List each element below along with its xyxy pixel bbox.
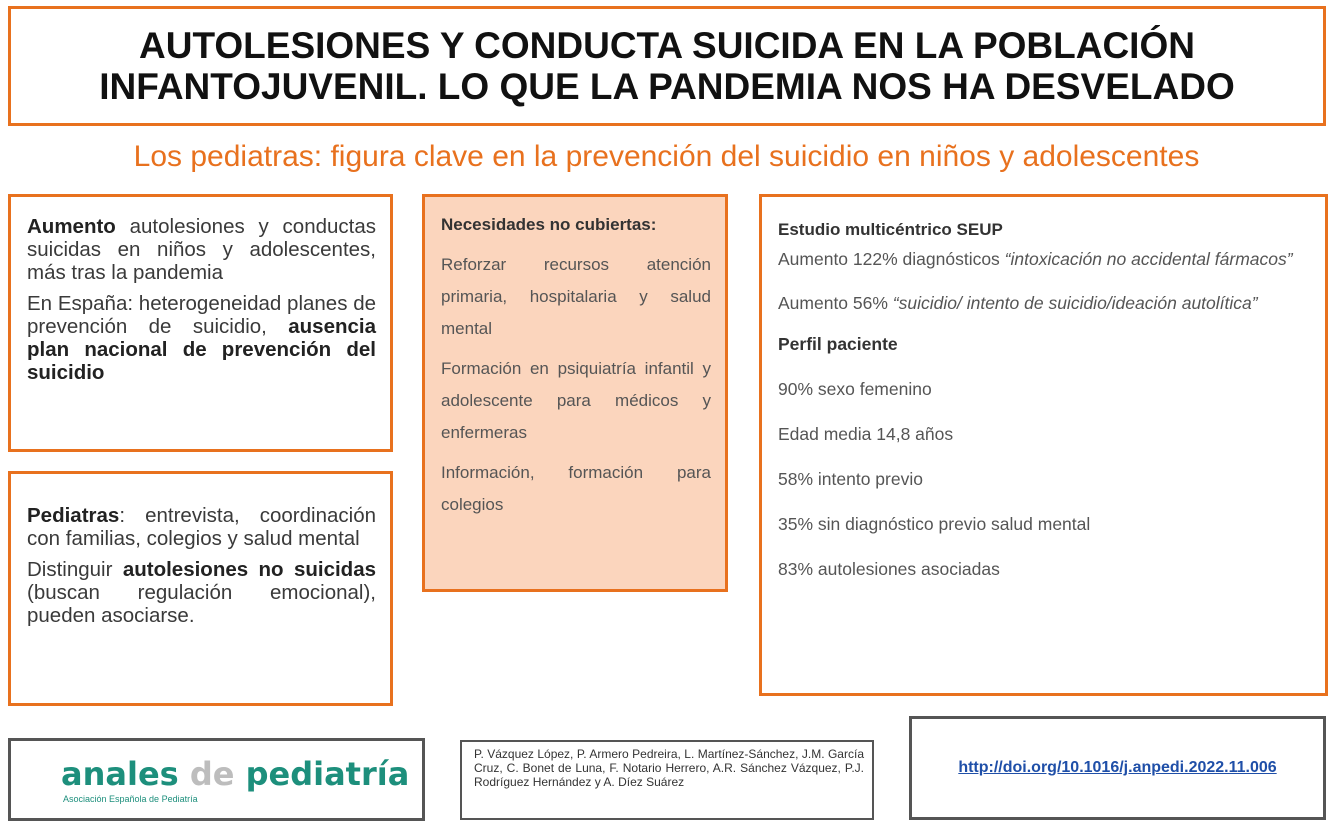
authors-text: P. Vázquez López, P. Armero Pedreira, L. Martínez-Sánchez, J.M. García Cruz, C. Bonet de Luna, F. Notario Herrero, A.R. Sánchez Vázquez, P.J. Rodríguez Hernández y A. Díez Suárez <box>474 747 864 790</box>
increase-box <box>8 194 393 452</box>
finding-2-text: Aumento 56% <box>778 293 893 313</box>
finding-1-text: Aumento 122% diagnósticos <box>778 249 1005 269</box>
spain-text: En España: heterogeneidad planes de prevención de suicidio, <box>27 292 376 338</box>
pediatricians-bold: Pediatras <box>27 504 120 527</box>
distinguish-paragraph <box>27 558 376 627</box>
finding-1-quote: “intoxicación no accidental fármacos” <box>1004 249 1293 269</box>
study-finding-2 <box>778 287 1311 319</box>
distinguish-start: Distinguir <box>27 558 123 581</box>
needs-item: Reforzar recursos atención primaria, hospitalaria y salud mental <box>441 255 711 338</box>
increase-paragraph <box>27 215 376 284</box>
needs-box <box>422 194 728 592</box>
logo-word-de: de <box>189 754 235 793</box>
profile-item: 90% sexo femenino <box>778 379 932 399</box>
doi-link[interactable]: http://doi.org/10.1016/j.anpedi.2022.11.006 <box>958 759 1277 776</box>
needs-item: Información, formación para colegios <box>441 463 711 514</box>
increase-bold: Aumento <box>27 215 116 238</box>
title-line-1: AUTOLESIONES Y CONDUCTA SUICIDA EN LA POBLACIÓN <box>139 25 1195 66</box>
logo-word-pediatria: pediatría <box>245 754 410 793</box>
study-finding-1 <box>778 243 1311 275</box>
pediatricians-paragraph <box>27 504 376 550</box>
spain-paragraph <box>27 292 376 384</box>
pediatricians-box <box>8 471 393 706</box>
pediatricians-rest: : entrevista, coordinación con familias, colegios y salud mental <box>27 504 376 550</box>
logo-word-anales: anales <box>61 754 179 793</box>
authors-box <box>460 740 874 820</box>
title-line-2: INFANTOJUVENIL. LO QUE LA PANDEMIA NOS HA DESVELADO <box>99 66 1235 107</box>
subtitle: Los pediatras: figura clave en la prevención del suicidio en niños y adolescentes <box>133 140 1200 173</box>
study-box <box>759 194 1328 696</box>
study-heading: Estudio multicéntrico SEUP <box>778 220 1003 239</box>
profile-item: 58% intento previo <box>778 469 923 489</box>
needs-heading: Necesidades no cubiertas: <box>441 215 657 234</box>
profile-item: 83% autolesiones asociadas <box>778 559 1000 579</box>
logo-tagline: Asociación Española de Pediatría <box>63 793 198 804</box>
finding-2-quote: “suicidio/ intento de suicidio/ideación autolítica” <box>892 293 1258 313</box>
increase-rest: autolesiones y conductas suicidas en niños y adolescentes, más tras la pandemia <box>27 215 376 284</box>
logo-wordmark <box>61 756 422 792</box>
spain-bold: ausencia plan nacional de prevención del suicidio <box>27 315 376 384</box>
distinguish-bold: autolesiones no suicidas <box>122 558 376 581</box>
distinguish-rest: (buscan regulación emocional), pueden asociarse. <box>27 581 376 627</box>
profile-heading: Perfil paciente <box>778 334 898 354</box>
doi-box <box>909 716 1326 820</box>
needs-item: Formación en psiquiatría infantil y adolescente para médicos y enfermeras <box>441 359 711 442</box>
profile-item: Edad media 14,8 años <box>778 424 954 444</box>
journal-logo <box>8 738 425 821</box>
profile-item: 35% sin diagnóstico previo salud mental <box>778 514 1091 534</box>
title-banner <box>8 6 1326 126</box>
